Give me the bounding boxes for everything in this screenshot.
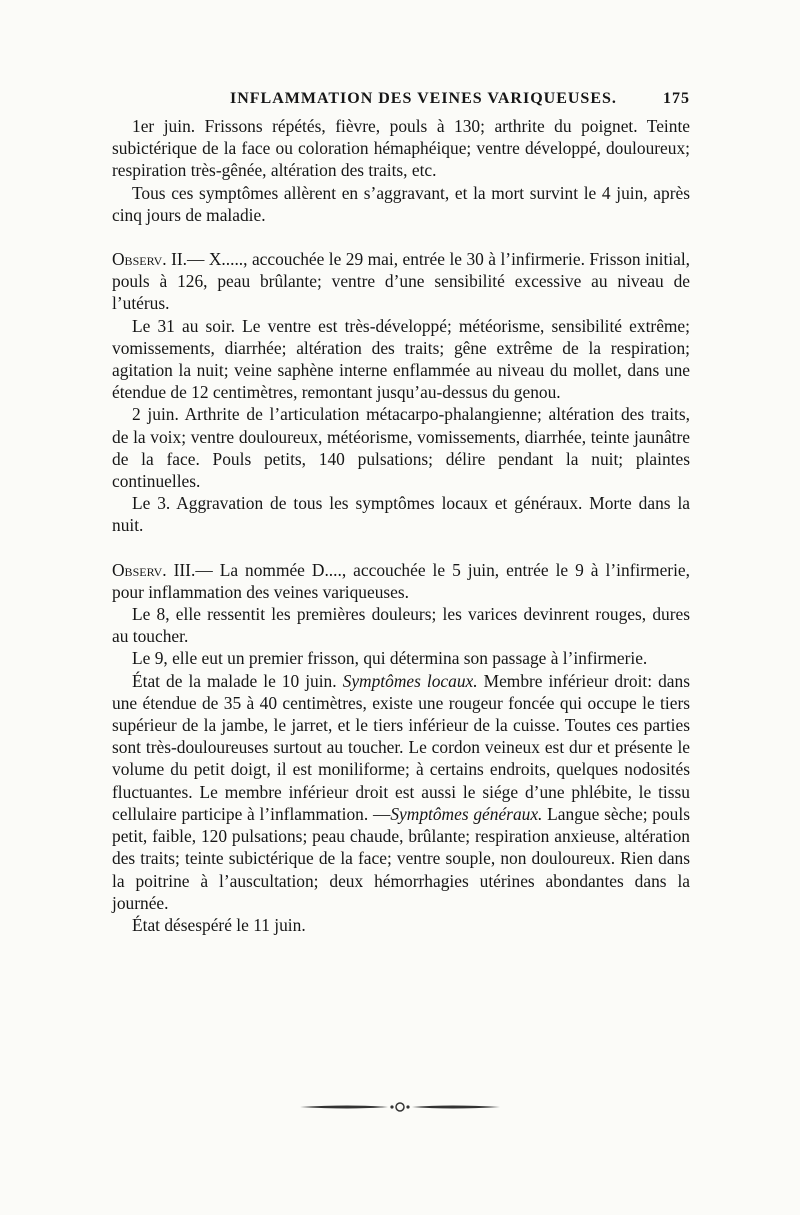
observation-text: — X....., accouchée le 29 mai, entrée le 30 à l’infirmerie. Frisson initial, pouls à 126, peau brûlante; ventre d’une sensibilité excessive au niveau de l’utérus. [112,249,691,314]
page-number: 175 [663,90,690,107]
paragraph: Le 9, elle eut un premier frisson, qui détermina son passage à l’infirmerie. [132,648,648,669]
observation-label: Observ. III. [112,559,196,580]
running-header [112,90,690,108]
observation-text: — La nommée D...., accouchée le 5 juin, entrée le 9 à l’infirmerie, pour inflammation des veines variqueuses. [112,559,690,602]
paragraph: 1er juin. Frissons répétés, fièvre, pouls à 130; arthrite du poignet. Teinte subictérique de la face ou coloration hémaphéique; ventre développé, douloureux; respiration très-gênée, altération des traits, etc. [112,116,690,181]
paragraph: Tous ces symptômes allèrent en s’aggravant, et la mort survint le 4 juin, après cinq jours de maladie. [112,182,690,225]
paragraph: 2 juin. Arthrite de l’articulation métacarpo-phalangienne; altération des traits, de la voix; ventre douloureux, météorisme, vomissements, diarrhée, teinte jaunâtre de la face. Pouls petits, 140 pulsations; délire pendant la nuit; plaintes continuelles. [112,404,690,492]
paragraph: Le 3. Aggravation de tous les symptômes locaux et généraux. Morte dans la nuit. [112,493,690,536]
page [112,90,690,936]
observation-paragraph [112,559,690,603]
paragraph-text: État de la malade le 10 juin. [132,670,337,691]
italic-heading: Symptômes généraux. [390,803,543,824]
paragraph-text: Membre inférieur droit: dans une étendue de 35 à 40 centimètres, existe une rougeur foncée qui occupe le tiers supérieur de la jambe, le jarret, et le tiers inférieur de la cuisse. Toutes ces parties sont très-douloureuses surtout au toucher. Le cordon veineux est dur et présente le volume du petit doigt, il est moniliforme; à certains endroits, quelques nodosités fluctuantes. Le membre inférieur droit est aussi le siége d’une phlébite, le tissu cellulaire participe à l’inflammation. — [112,670,690,824]
observation-label: Observ. II. [112,249,188,270]
italic-heading: Symptômes locaux. [342,670,478,691]
ornament-divider [300,1101,500,1113]
paragraph: Le 8, elle ressentit les premières douleurs; les varices devinrent rouges, dures au toucher. [112,604,690,647]
paragraph [112,670,690,914]
paragraph: Le 31 au soir. Le ventre est très-développé; météorisme, sensibilité extrême; vomissements, diarrhée; altération des traits; gêne extrême de la respiration; agitation la nuit; veine saphène interne enflammée au niveau du mollet, dans une étendue de 12 centimètres, remontant jusqu’au-dessus du genou. [112,315,690,403]
running-title: INFLAMMATION DES VEINES VARIQUEUSES. [230,90,617,107]
observation-paragraph [112,248,690,315]
paragraph: État désespéré le 11 juin. [132,914,306,935]
paragraph-text: Langue sèche; pouls petit, faible, 120 pulsations; peau chaude, brûlante; respiration anxieuse, altération des traits; teinte subictérique de la face; ventre souple, non douloureux. Rien dans la poitrine à l’auscultation; deux hémorrhagies utérines abondantes dans la journée. [112,803,690,913]
